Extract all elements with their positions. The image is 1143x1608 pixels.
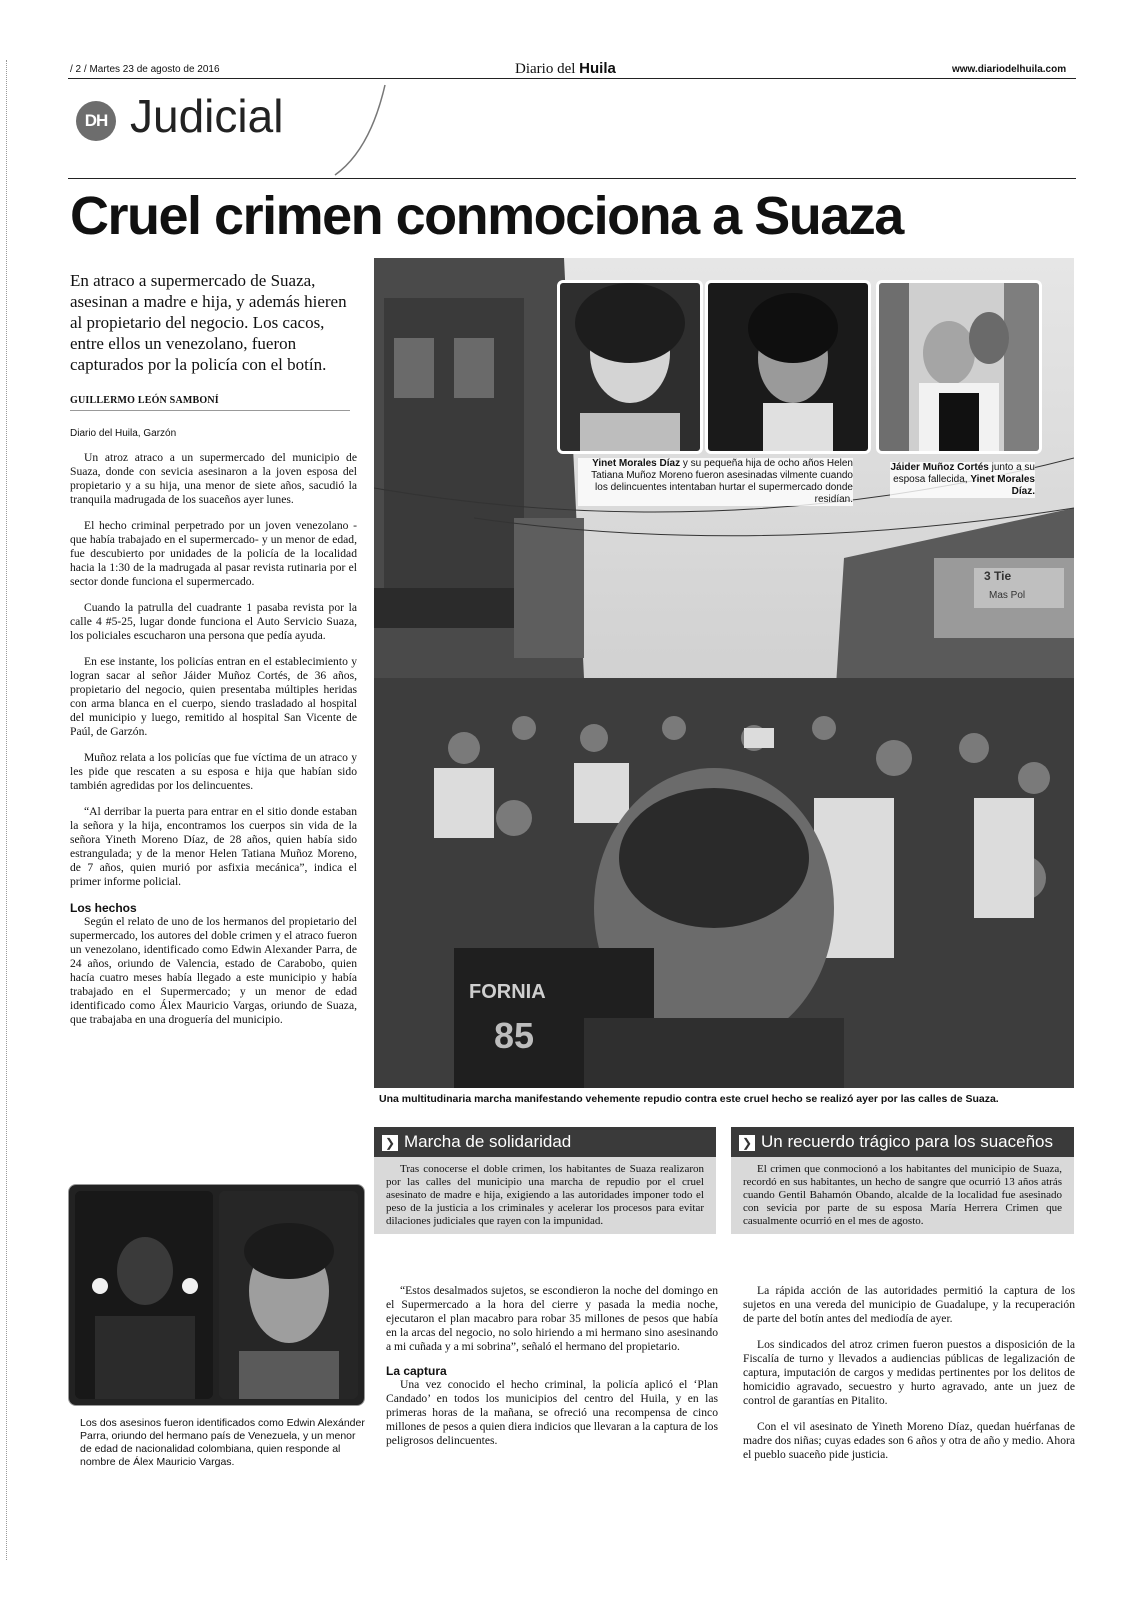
box-marcha xyxy=(374,1127,716,1234)
paragraph: “Estos desalmados sujetos, se escondieron la noche del domingo en el Supermercado a la hora del cierre y pasada la media noche, ejecutaron el plan macabro para robar 35 millones de pesos que había en la arcas del negocio, no solo hiriendo a mi hermano sino asesinando a mi cuñada y a mi sobrina”, señaló el hermano del propietario. xyxy=(386,1284,718,1353)
section-title: Judicial xyxy=(130,90,284,142)
paragraph: Una vez conocido el hecho criminal, la policía aplicó el ‘Plan Candado’ en todos los municipios del centro del Huila, y en las primeras horas de la mañana, se ofreció una recompensa de cinco millones de pesos a quien diera indicios que llevaran a la captura de los peligrosos delincuentes. xyxy=(386,1378,718,1447)
newspaper-name-bold: Huila xyxy=(579,60,616,77)
march-caption: Una multitudinaria marcha manifestando vehemente repudio contra este cruel hecho se realizó ayer por las calles de Suaza. xyxy=(379,1093,999,1105)
newspaper-name xyxy=(515,60,616,78)
caption-couple xyxy=(890,462,1035,498)
paragraph: En ese instante, los policías entran en el establecimiento y logran sacar al señor Jáider Muñoz Cortés, de 36 años, propietario del negocio, quien presentaba múltiples heridas con arma blanca en el cuerpo, siendo trasladado al hospital del municipio y luego, remitido al hospital San Vicente de Paúl, de Garzón. xyxy=(70,655,357,738)
couple-photo xyxy=(876,280,1042,454)
paragraph: Con el vil asesinato de Yineth Moreno Díaz, quedan huérfanas de madre dos niñas; cuyas edades son 6 años y otra de año y medio. Ahora el pueblo suaceño pide justicia. xyxy=(743,1420,1075,1461)
section-rule xyxy=(68,178,1076,179)
shop-sign: 3 Tie xyxy=(984,569,1012,583)
article-lead: En atraco a supermercado de Suaza, asesinan a madre e hija, y además hieren al propietario del negocio. Los cacos, entre ellos un venezolano, fueron capturados por la policía con el botín. xyxy=(70,271,347,374)
arrow-right-icon: ❯ xyxy=(739,1135,755,1151)
article-source: Diario del Huila, Garzón xyxy=(70,428,177,439)
body-column-right xyxy=(743,1284,1075,1462)
box-recuerdo-header xyxy=(731,1127,1074,1157)
subhead-hechos: Los hechos xyxy=(70,901,137,915)
suspects-caption: Los dos asesinos fueron identificados como Edwin Alexánder Parra, oriundo del hermano país de Venezuela, y un menor de edad de nacionalidad colombiana, quien responde al nombre de Álex Mauricio Vargas. xyxy=(80,1417,365,1468)
body-column-middle xyxy=(386,1284,718,1448)
caption-victims xyxy=(578,458,853,506)
suspect-photo-alex xyxy=(219,1191,358,1399)
section-swoosh xyxy=(330,80,390,180)
paragraph: El hecho criminal perpetrado por un joven venezolano -que había trabajado en el supermercado- y un menor de edad, fue descubierto por unidades de la policía de la localidad hacia la 1:30 de la madrugada al pasar revista rutinaria por el sector donde funciona el supermercado. xyxy=(70,519,357,588)
header-rule xyxy=(68,78,1076,79)
victim-photo-mother xyxy=(557,280,703,454)
paragraph: Cuando la patrulla del cuadrante 1 pasaba revista por la calle 4 #5-25, lugar donde funciona el Auto Servicio Suaza, los policiales escucharon una persona que pedía ayuda. xyxy=(70,601,357,642)
caption-victims-text: y su pequeña hija de ocho años Helen Tatiana Muñoz Moreno fueron asesinadas vilmente cuando los delincuentes intentaban hurtar el supermercado donde residían. xyxy=(591,458,853,505)
byline-rule xyxy=(70,410,350,411)
body-column-left xyxy=(70,451,357,1027)
headline: Cruel crimen conmociona a Suaza xyxy=(70,186,903,246)
box-marcha-title: Marcha de solidaridad xyxy=(404,1132,572,1151)
box-marcha-header xyxy=(374,1127,716,1157)
caption-couple-text: junto a su esposa fallecida, xyxy=(893,462,1035,485)
website: www.diariodelhuila.com xyxy=(952,64,1067,75)
paragraph: Según el relato de uno de los hermanos del propietario del supermercado, los autores del doble crimen y el atraco fueron un venezolano, identificado como Edwin Alexander Parra, de 24 años, oriundo de Valencia, estado de Carabobo, quien hacía cuatro meses había llegado a este municipio y había trabajado en el Supermercado; y un menor de edad identificado como Álex Mauricio Vargas, oriundo de Suaza, que trabajaba en una droguería del municipio. xyxy=(70,915,357,1026)
suspects-photo-frame xyxy=(68,1184,365,1406)
section-logo: DH xyxy=(76,101,116,141)
author: GUILLERMO LEÓN SAMBONÍ xyxy=(70,395,219,406)
box-marcha-text: Tras conocerse el doble crimen, los habitantes de Suaza realizaron por las calles del municipio una marcha de repudio por el cruel asesinato de madre e hija, exigiendo a las autoridades imponer todo el peso de la justicia a los criminales y acelerar los procesos para evitar dilaciones judiciales que rayen con la impunidad. xyxy=(374,1157,716,1234)
box-recuerdo xyxy=(731,1127,1074,1234)
box-recuerdo-title: Un recuerdo trágico para los suaceños xyxy=(761,1132,1053,1151)
subhead-captura: La captura xyxy=(386,1364,447,1378)
newspaper-name-plain: Diario del xyxy=(515,61,576,77)
paragraph: “Al derribar la puerta para entrar en el sitio donde estaban la señora y la hija, encontramos los cuerpos sin vida de la señora Yineth Moreno Díaz, de 28 años, quien había sido estrangulada; y de la menor Helen Tatiana Muñoz Moreno, de 7 años, quien murió por asfixia mecánica”, indica el primer informe policial. xyxy=(70,805,357,888)
page-date: / 2 / Martes 23 de agosto de 2016 xyxy=(70,64,220,75)
shop-sign-2: Mas Pol xyxy=(989,590,1026,601)
paragraph: La rápida acción de las autoridades permitió la captura de los sujetos en una vereda del municipio de Guadalupe, y la recuperación de parte del botín antes del mediodía de ayer. xyxy=(743,1284,1075,1325)
shirt-number: 85 xyxy=(494,1015,535,1056)
suspect-photo-edwin xyxy=(75,1191,213,1399)
caption-couple-name: Jáider Muñoz Cortés xyxy=(890,462,989,473)
paragraph: Los sindicados del atroz crimen fueron puestos a disposición de la Fiscalía de turno y llevados a audiencias públicas de legalización de captura, imputación de cargos y medidas pertinentes por los delitos de homicidio agravado, secuestro y hurto agravado, ante un juez de control de garantías en Pitalito. xyxy=(743,1338,1075,1407)
box-recuerdo-text: El crimen que conmocionó a los habitantes del municipio de Suaza, recordó en sus habitantes, un hecho de sangre que ocurrió 13 años atrás cuando Gentil Bahamón Obando, alcalde de la localidad fue asesinado con sevicia por parte de su esposa María Herrera Crimen que casualmente ocurrió en el mes de agosto. xyxy=(731,1157,1074,1234)
caption-couple-name2: Yinet Morales Díaz. xyxy=(970,474,1035,497)
paragraph: Un atroz atraco a un supermercado del municipio de Suaza, donde con sevicia asesinaron a la joven esposa del propietario y a su hija, una menor de siete años, sacudió la tranquila madrugada de los suaceños ayer lunes. xyxy=(70,451,357,506)
paragraph: Muñoz relata a los policías que fue víctima de un atraco y les pide que rescaten a su esposa e hija que habían sido también agredidas por los delincuentes. xyxy=(70,751,357,792)
caption-victims-name: Yinet Morales Díaz xyxy=(592,458,681,469)
arrow-right-icon: ❯ xyxy=(382,1135,398,1151)
shirt-text: FORNIA xyxy=(469,981,546,1003)
victim-photo-daughter xyxy=(705,280,871,454)
margin-dots xyxy=(6,60,7,1560)
